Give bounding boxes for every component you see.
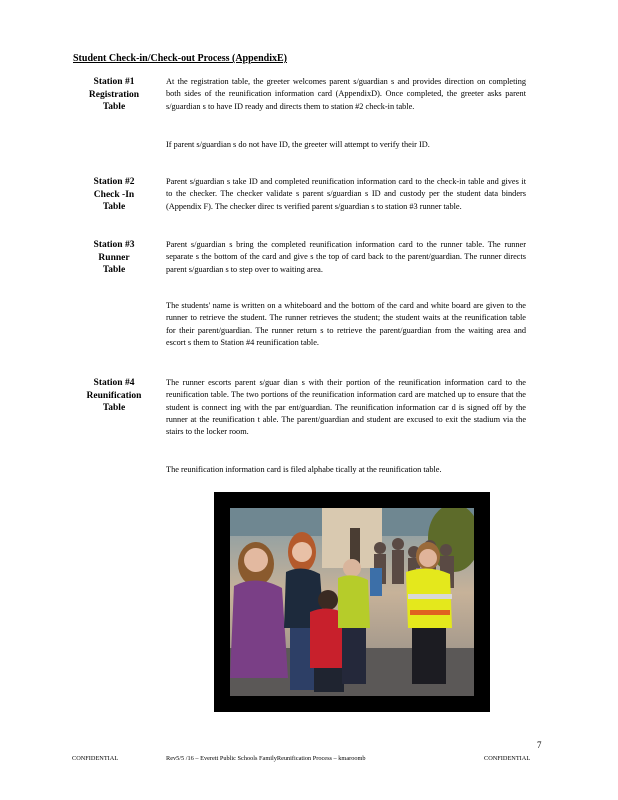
photo-reunification-drill (230, 508, 474, 696)
page-heading: Student Check-in/Check-out Process (AppendixE) (73, 53, 287, 64)
station-2-label (74, 176, 154, 214)
station-label-line: Registration (88, 89, 140, 100)
station-label-line: Station #1 (93, 77, 135, 87)
photo-frame (214, 492, 490, 712)
station-label-line: Table (102, 102, 126, 112)
station-2-paragraph-1: Parent s/guardian s take ID and completed reunification information card to the check-in table and gives it to the checker. The checker validate s parent s/guardian s ID and custody per the student data binders (Appendix F). The checker direc ts verified parent s/guardian s to station #3 runner table. (166, 177, 526, 211)
station-label-line: Station #3 (93, 240, 135, 250)
station-label-line: Reunification (86, 390, 142, 401)
station-4-paragraph-1: The runner escorts parent s/guar dian s with their portion of the reunification information card to the reunification table. The two portions of the reunification information card are matched up to ensure that the student is connect ing with the par ent/guardian. The reunification information car d is signed off by the runner at the reunification t able. The parent/guardian and student are excused to exit the stadium via the stairs to the locker room. (166, 378, 526, 437)
station-label-line: Station #2 (93, 177, 135, 187)
station-label-line: Table (102, 403, 126, 413)
station-label-line: Check -In (93, 189, 135, 200)
footer-right: CONFIDENTIAL (484, 755, 531, 762)
footer-center: Rev5/5 /16 – Everett Public Schools FamilyReunification Process – kmaroomb (166, 755, 366, 762)
station-label-line: Table (102, 202, 126, 212)
station-3-paragraph-2: The students' name is written on a whiteboard and the bottom of the card and white board are given to the runner to retrieve the student. The runner retrieves the student; the student waits at the reunification table for their parent/guardian. The runner return s to retrieve the parent/guardian from the waiting area and escort s them to Station #4 reunification table. (166, 301, 526, 347)
station-4-label (74, 377, 154, 415)
station-1-label (74, 76, 154, 114)
station-1-paragraph-1: At the registration table, the greeter welcomes parent s/guardian s and provides direction on completing both sides of the reunification information card (AppendixD). Once completed, the greeter asks parent s/guardian s to have ID ready and directs them to station #2 check-in table. (166, 77, 526, 111)
station-label-line: Runner (98, 252, 130, 263)
footer-left: CONFIDENTIAL (72, 755, 119, 762)
station-3-paragraph-1: Parent s/guardian s bring the completed reunification information card to the runner table. The runner separate s the bottom of the card and give s the top of card back to the parent/guardian. The runner directs parent s/guardian s to step over to waiting area. (166, 240, 526, 274)
station-3-label (74, 239, 154, 277)
page-number: 7 (537, 740, 542, 750)
station-4-paragraph-2: The reunification information card is filed alphabe tically at the reunification table. (166, 465, 442, 474)
station-label-line: Table (102, 265, 126, 275)
station-label-line: Station #4 (93, 378, 135, 388)
station-1-paragraph-2: If parent s/guardian s do not have ID, the greeter will attempt to verify their ID. (166, 140, 430, 149)
